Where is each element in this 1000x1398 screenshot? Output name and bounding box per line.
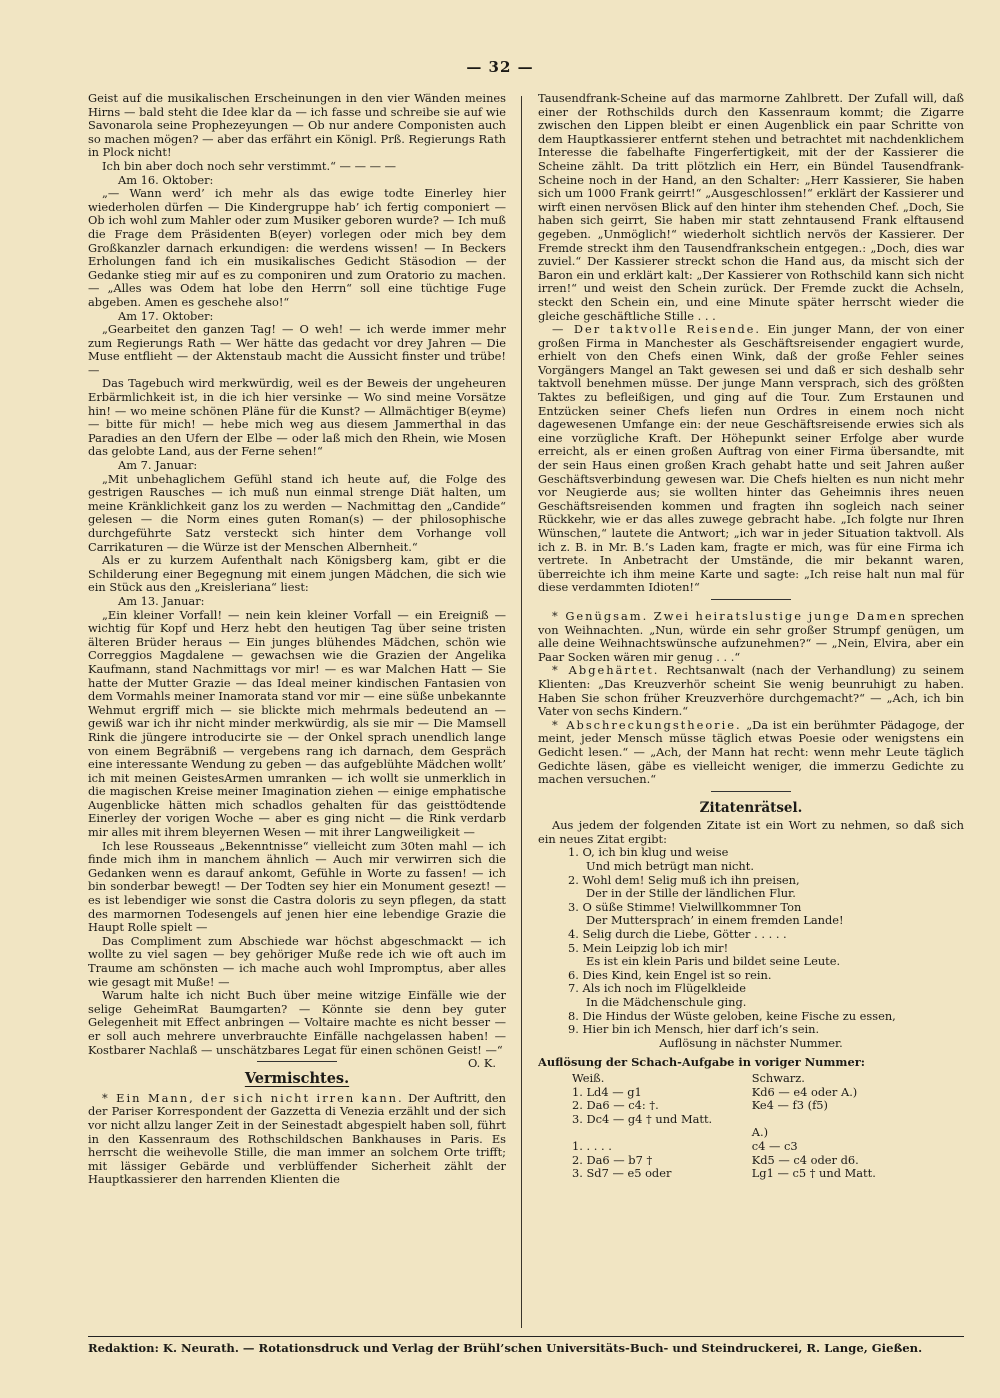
table-cell: 2. Da6 — b7 †	[572, 1152, 653, 1167]
table-cell: 1. . . . .	[572, 1138, 612, 1153]
paragraph: Ich lese Rousseaus „Bekenntnisse“ vielleicht zum 30ten mahl — ich finde mich ihm in manchem ähnlich — Auch mir verwirren sich die Gedanken wenn es darauf ankomt, Gefühle in Worte zu fassen! — ich bin sonderbar bewegt! — Der Todten sey hier ein Monument gesezt! — es ist lebendiger wie sonst die Castra doloris zu seyn pflegen, da statt des marmornen Todesengels auf jenen hier eine lebendige Grazie die Haupt Rolle spielt —	[88, 838, 506, 935]
column-divider	[521, 96, 522, 1328]
paragraph: Geist auf die musikalischen Erscheinungen in den vier Wänden meines Hirns — bald steht die Idee klar da — ich fasse und schreibe sie auf wie Savonarola seine Prophezeyungen — Ob nur andere Componisten auch so machen mögen? — aber das erfährt ein Königl. Prß. Regierungs Rath in Plock nicht!	[88, 92, 506, 160]
list-item-cont: Der in der Stille der ländlichen Flur.	[586, 886, 796, 901]
paragraph	[538, 323, 964, 595]
paragraph-text: Warum halte ich nicht Buch über meine witzige Einfälle wie der selige GeheimRat Baumgarten? — Könnte sie denn bey guter Gelegenheit mit Effect anbringen — Voltaire machte es nicht besser — er soll auch mehrere unverbrauchte Einfälle nachgelassen haben! — Kostbarer Nachlaß — unschätzbares Legat für einen schönen Geist! —“	[88, 988, 506, 1057]
table-row	[568, 1140, 908, 1154]
table-cell	[748, 1113, 908, 1127]
list-item: 8. Die Hindus der Wüste geloben, keine Fische zu essen,	[568, 1008, 896, 1023]
table-row	[568, 1099, 908, 1113]
article-text: Ein junger Mann, der von einer großen Firma in Manchester als Geschäftsreisender engagiert wurde, erhielt von den Chefs einen Wink, daß der große Fehler seines Vorgängers Mangel an Takt gewesen sei und daß er sich deshalb sehr taktvoll benehmen müsse. Der junge Mann versprach, sich des größten Taktes zu befleißigen, und ging auf die Tour. Zum Erstaunen und Entzücken seiner Chefs liefen nun Ordres in einem noch nicht dagewesenen Umfange ein: der neue Geschäftsreisende erwies sich als eine vorzügliche Kraft. Der Höhepunkt seiner Erfolge aber wurde erreicht, als er einen großen Auftrag von einer Firma übersandte, mit der sein Haus einen großen Krach gehabt hatte und seit Jahren außer Geschäftsverbindung gewesen war. Die Chefs hielten es nun nicht mehr vor Neugierde aus; sie wollten hinter das Geheimnis ihres neuen Geschäftsreisenden kommen und fragten ihn sogleich nach seiner Rückkehr, wie er das alles zuwege gebracht habe. „Ich folgte nur Ihren Wünschen,“ lautete die Antwort; „ich war in jeder Situation taktvoll. Als ich z. B. in Mr. B.’s Laden kam, fragte er mich, was für eine Firma ich vertrete. In Anbetracht der Umstände, die mir bekannt waren, überreichte ich ihm meine Karte und sagte: „Ich reise halt nun mal für diese verdammten Idioten!“	[538, 322, 964, 595]
list-item: 1. O, ich bin klug und weise	[568, 845, 729, 860]
diary-date: Am 16. Oktober:	[118, 172, 214, 187]
article-title: * Abschreckungstheorie.	[552, 717, 742, 732]
table-cell: Ke4 — f3 (f5)	[751, 1098, 828, 1113]
paragraph	[538, 610, 964, 664]
solution-note: Auflösung in nächster Nummer.	[659, 1035, 843, 1050]
list-item-cont: Und mich betrügt man nicht.	[586, 859, 754, 874]
chess-solution-table	[568, 1072, 908, 1181]
list-item-cont: Es ist ein klein Paris und bildet seine Leute.	[586, 954, 841, 969]
table-row	[568, 1167, 908, 1181]
list-item: 2. Wohl dem! Selig muß ich ihn preisen,	[568, 872, 800, 887]
paragraph	[88, 988, 506, 1071]
separator-rule	[257, 1061, 337, 1062]
list-item: 6. Dies Kind, kein Engel ist so rein.	[568, 967, 772, 982]
imprint-footer: Redaktion: K. Neurath. — Rotationsdruck und Verlag der Brühl’schen Universitäts-Buch- und Steindruckerei, R. Lange, Gießen.	[88, 1336, 964, 1355]
paragraph: Tausendfrank-Scheine auf das marmorne Zahlbrett. Der Zufall will, daß einer der Rothschilds durch den Kassenraum kommt; die Zigarre zwischen den Lippen bleibt er einen Augenblick ein paar Schritte von dem Hauptkassierer entfernt stehen und betrachtet mit nachdenklichem Interesse die fabelhafte Fingerfertigkeit, mit der der Kassierer die Scheine zählt. Da tritt plötzlich ein Herr, ein Bündel Tausendfrank-Scheine noch in der Hand, an den Schalter: „Herr Kassierer, Sie haben sich um 1000 Frank geirrt!“ „Ausgeschlossen!“ erklärt der Kassierer und wirft einen nervösen Blick auf den hinter ihm stehenden Chef. „Doch, Sie haben sich geirrt, Sie haben mir statt zehntausend Frank elftausend gegeben. „Unmöglich!“ wiederholt sichtlich nervös der Kassierer. Der Fremde streckt ihm den Tausendfrankschein entgegen.: „Doch, dies war zuviel.“ Der Kassierer streckt schon die Hand aus, da mischt sich der Baron ein und erklärt kalt: „Der Kassierer von Rothschild kann sich nicht irren!“ und weist den Schein zurück. Der Fremde zuckt die Achseln, steckt den Schein ein, und eine Minute später herrscht wieder die gleiche geschäftliche Stille . . .	[538, 92, 964, 323]
left-column	[88, 92, 506, 1332]
table-cell: 1. Ld4 — g1	[572, 1084, 642, 1099]
article-text: „Da ist ein berühmter Pädagoge, der meint, jeder Mensch müsse täglich etwas Poesie oder wenigstens ein Gedicht lesen.“ — „Ach, der Mann hat recht: wenn mehr Leute täglich Gedichte läsen, gäbe es vielleicht weniger, die immerzu Gedichte zu machen versuchen.“	[538, 717, 964, 787]
table-row	[568, 1154, 908, 1168]
paragraph: Als er zu kurzem Aufenthalt nach Königsberg kam, gibt er die Schilderung einer Begegnung mit einem jungen Mädchen, die sich wie ein Stück aus den „Kreisleriana“ liest:	[88, 553, 506, 595]
chess-heading: Auflösung der Schach-Aufgabe in voriger Nummer:	[538, 1055, 865, 1070]
paragraph	[88, 1092, 506, 1187]
separator-rule	[711, 791, 791, 792]
list-item: 9. Hier bin ich Mensch, hier darf ich’s sein.	[568, 1022, 820, 1037]
diary-date: Am 7. Januar:	[118, 458, 198, 473]
article-title: — Der taktvolle Reisende.	[552, 322, 762, 337]
paragraph: „Mit unbehaglichem Gefühl stand ich heute auf, die Folge des gestrigen Rausches — ich muß nun einmal strenge Diät halten, um meine Kränklichkeit ganz los zu werden — Nachmittag den „Candide“ gelesen — die Norm eines guten Roman(s) — der philosophische durchgeführte Satz versteckt sich hinter dem Vorhange voll Carrikaturen — die Würze ist der Menschen Albernheit.“	[88, 471, 506, 554]
separator-rule	[711, 599, 791, 600]
table-cell	[568, 1126, 748, 1140]
table-row	[568, 1113, 908, 1127]
table-header: Weiß.	[572, 1070, 605, 1085]
paragraph: „Gearbeitet den ganzen Tag! — O weh! — ich werde immer mehr zum Regierungs Rath — Wer hätte das gedacht vor drey Jahren — Die Muse entflieht — der Aktenstaub macht die Aussicht finster und trübe! —	[88, 322, 506, 377]
article-title: * Genügsam. Zwei heiratslustige junge Damen	[552, 608, 908, 623]
table-cell: 3. Sd7 — e5 oder	[572, 1166, 672, 1181]
quiz-intro: Aus jedem der folgenden Zitate ist ein Wort zu nehmen, so daß sich ein neues Zitat ergibt:	[538, 818, 964, 846]
list-item: 5. Mein Leipzig lob ich mir!	[568, 940, 729, 955]
list-item: 4. Selig durch die Liebe, Götter . . . . .	[568, 927, 787, 942]
table-cell: Kd5 — c4 oder d6.	[751, 1152, 859, 1167]
table-cell: Kd6 — e4 oder A.)	[751, 1084, 858, 1099]
paragraph	[538, 719, 964, 787]
diary-date: Am 17. Oktober:	[118, 308, 214, 323]
table-cell: Lg1 — c5 † und Matt.	[751, 1166, 876, 1181]
article-title: * Abgehärtet.	[552, 663, 660, 678]
page-number: — 32 —	[466, 58, 534, 76]
list-item: 3. O süße Stimme! Vielwillkommner Ton	[568, 899, 802, 914]
table-header: Schwarz.	[751, 1070, 805, 1085]
table-row	[568, 1072, 908, 1086]
table-cell: 3. Dc4 — g4 † und Matt.	[572, 1111, 713, 1126]
section-heading: Zitatenrätsel.	[699, 799, 803, 816]
paragraph: Das Compliment zum Abschiede war höchst abgeschmackt — ich wollte zu viel sagen — bey gehöriger Muße rede ich wie oft auch im Traume am schönsten — ich mache auch wohl Impromptus, aber alles wie gesagt mit Muße! —	[88, 933, 506, 989]
signature: O. K.	[467, 1056, 496, 1071]
table-cell: A.)	[751, 1125, 769, 1140]
paragraph: Das Tagebuch wird merkwürdig, weil es der Beweis der ungeheuren Erbärmlichkeit ist, in die ich hier versinke — Wo sind meine Vorsätze hin! — wo meine schönen Pläne für die Kunst? — Allmächtiger B(eyme) — bitte für mich! — hebe mich weg aus diesem Jammerthal in das Paradies an den Ufern der Elbe — oder laß mich den Rhein, wie Mosen das gelobte Land, aus der Ferne sehen!“	[88, 376, 506, 459]
article-text: Der Auftritt, den der Pariser Korrespondent der Gazzetta di Venezia erzählt und der sich vor nicht allzu langer Zeit in der Seinestadt abgespielt haben soll, führt in den Kassenraum des Rothschildschen Bankhauses in Paris. Es herrscht die weihevolle Stille, die man immer an solchem Orte trifft; mit lässiger Gebärde und verblüffender Sicherheit zählt der Hauptkassierer den harrenden Klienten die	[88, 1090, 506, 1187]
right-column	[538, 92, 964, 1342]
paragraph: „— Wann werd’ ich mehr als das ewige todte Einerley hier wiederholen dürfen — Die Kindergruppe hab’ ich fertig componiert — Ob ich wohl zum Mahler oder zum Musiker geboren wurde? — Ich muß die Frage dem Präsidenten B(eyer) vorlegen oder mich bey dem Großkanzler darnach erkundigen: die werdens wissen! — In Beckers Erholungen fand ich ein musikalisches Gedicht Stäsodion — der Gedanke stieg mir auf es zu componiren und zum Oratorio zu machen. — „Alles was Odem hat lobe den Herrn“ soll eine tüchtige Fuge abgeben. Amen es geschehe also!“	[88, 186, 506, 309]
diary-date: Am 13. Januar:	[118, 593, 205, 608]
article-text: Rechtsanwalt (nach der Verhandlung) zu seinem Klienten: „Das Kreuzverhör scheint Sie wenig beunruhigt zu haben. Haben Sie schon früher Kreuzverhöre durchgemacht?“ — „Ach, ich bin Vater von sechs Kindern.“	[538, 663, 964, 719]
list-item-cont: In die Mädchenschule ging.	[586, 995, 747, 1009]
paragraph: Ich bin aber doch noch sehr verstimmt.“ — — — —	[102, 158, 396, 173]
table-cell: c4 — c3	[751, 1138, 798, 1153]
article-title: * Ein Mann, der sich nicht irren kann.	[102, 1090, 404, 1105]
list-item: 7. Als ich noch im Flügelkleide	[568, 981, 746, 996]
paragraph: „Ein kleiner Vorfall! — nein kein kleiner Vorfall — ein Ereigniß — wichtig für Kopf und Herz hebt den heutigen Tag über seine tristen älteren Brüder heraus — Ein junges blühendes Mädchen, schön wie Correggios Magdalene — gewachsen wie die Grazien der Angelika Kaufmann, stand Nachmittags vor mir! — es war Malchen Hatt — Sie hatte der Mutter Grazie — das Ideal meiner kindischen Fantasien von dem Vormahls meiner Inamorata stand vor mir — eine süße unbekannte Wehmut ergriff mich — sie blickte mich mehrmals bedeutend an — gewiß war ich ihr nicht minder merkwürdig, als sie mir — Die Mamsell Rink die jüngere introducirte sie — der Onkel sprach unendlich lange von einem Begräbniß — vergebens rang ich darnach, dem Gespräch eine interessante Wendung zu geben — das aufgeblühte Mädchen wollt’ ich mit meinen GeistesArmen umranken — ich wollt sie unmerklich in die magischen Kreise meiner Imagination ziehen — einige emphatische Augenblicke hätten mich schadlos gehalten für das geisttödtende Einerley der vorigen Woche — aber es ging nicht — die Rink verdarb mir alles mit ihrem bleyernen Wesen — mit ihrer Langweiligkeit —	[88, 607, 506, 840]
list-item-cont: Der Muttersprach’ in einem fremden Lande!	[586, 913, 844, 928]
table-cell: 2. Da6 — c4: †.	[572, 1098, 659, 1113]
paragraph	[538, 664, 964, 718]
article-text: sprechen von Weihnachten. „Nun, würde ein sehr großer Strumpf genügen, um alle deine Weihnachtswünsche aufzunehmen?“ — „Nein, Elvira, aber ein Paar Socken wären mir genug . . .“	[538, 608, 964, 664]
section-heading: Vermischtes.	[244, 1070, 350, 1088]
table-row	[568, 1086, 908, 1100]
quiz-list	[538, 846, 964, 1036]
table-row	[568, 1126, 908, 1140]
